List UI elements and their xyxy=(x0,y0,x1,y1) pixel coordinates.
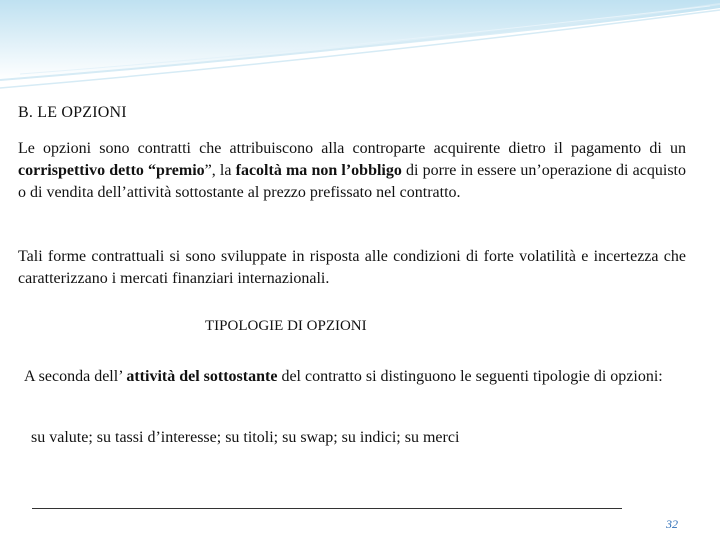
right-not-obligation-term: facoltà ma non l’obbligo xyxy=(235,162,402,179)
page-number: 32 xyxy=(666,517,678,531)
section-heading: B. LE OPZIONI xyxy=(18,104,127,121)
definition-paragraph: Le opzioni sono contratti che attribuiscono alla controparte acquirente dietro il pagamento di un corrispettivo detto “premio”, la facoltà ma non l’obbligo di porre in essere un’operazione di acquisto o di vendita dell’attività sottostante al prezzo prefissato nel contratto. xyxy=(18,140,686,201)
header-decoration xyxy=(0,0,720,95)
option-types-list: su valute; su tassi d’interesse; su titoli; su swap; su indici; su merci xyxy=(31,429,460,446)
premium-term: corrispettivo detto “premio xyxy=(18,162,205,179)
underlying-asset-term: attività del sottostante xyxy=(126,368,278,385)
footer-divider xyxy=(32,508,622,509)
types-intro-paragraph: A seconda dell’ attività del sottostante del contratto si distinguono le seguenti tipologie di opzioni: xyxy=(24,368,663,385)
context-paragraph: Tali forme contrattuali si sono sviluppate in risposta alle condizioni di forte volatilità e incertezza che caratterizzano i mercati finanziari internazionali. xyxy=(18,248,686,287)
types-subtitle: TIPOLOGIE DI OPZIONI xyxy=(205,318,367,334)
